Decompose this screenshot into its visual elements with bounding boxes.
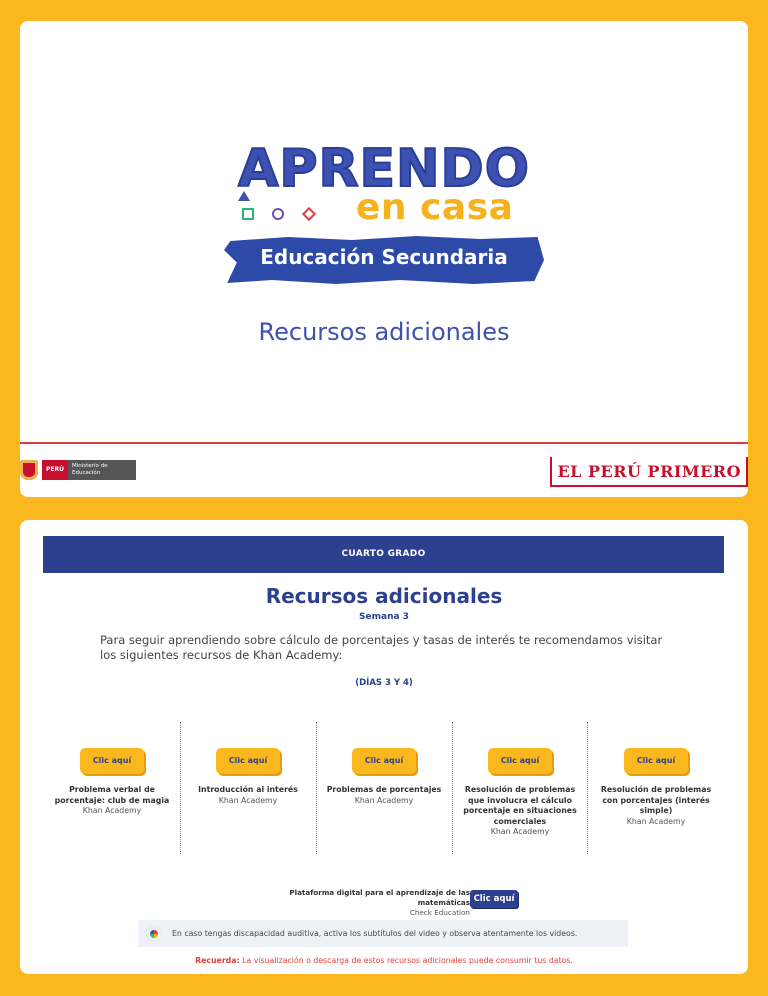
- divider: [20, 442, 748, 444]
- resource-title: Problemas de porcentajes: [326, 785, 442, 794]
- cover-subtitle: Recursos adicionales: [258, 318, 510, 346]
- remember-text: La visualización o descarga de estos recursos adicionales puede consumir tus datos.: [242, 956, 573, 965]
- remember-note: [20, 956, 748, 965]
- grade-banner: CUARTO GRADO: [43, 536, 724, 573]
- platform-link-button[interactable]: Clic aquí: [470, 890, 518, 908]
- resource-title: Resolución de problemas que involucra el cálculo porcentaje en situaciones comerciales: [463, 785, 577, 826]
- cover-card: [20, 21, 748, 497]
- resource-source: Khan Academy: [82, 806, 142, 815]
- slogan-logo: EL PERÚ PRIMERO: [550, 457, 748, 487]
- resource-title: Introducción al interés: [198, 785, 298, 794]
- circle-icon: [272, 208, 284, 220]
- resource-source: Khan Academy: [354, 795, 414, 805]
- resource-source: Khan Academy: [626, 816, 686, 826]
- column-separator: [452, 722, 453, 854]
- triangle-icon: [238, 191, 250, 201]
- column-separator: [587, 722, 588, 854]
- platform-source: Check Education: [409, 908, 470, 917]
- column-separator: [180, 722, 181, 854]
- logo-subtitle-row: [238, 187, 558, 231]
- intro-text: Para seguir aprendiendo sobre cálculo de porcentajes y tasas de interés te recomendamos visitar los siguientes recursos de Khan Academy:: [100, 633, 663, 662]
- resource-item: [185, 748, 311, 806]
- resource-link-button[interactable]: Clic aquí: [624, 748, 688, 774]
- platform-info: [250, 888, 470, 918]
- resource-item: [593, 748, 719, 827]
- days-label: (DÍAS 3 Y 4): [355, 678, 413, 688]
- logo-title: APRENDO: [238, 139, 530, 199]
- country-label: PERÚ: [42, 460, 68, 480]
- remember-label: Recuerda:: [195, 956, 240, 965]
- resource-source: Khan Academy: [490, 827, 550, 836]
- resource-item: [457, 748, 583, 838]
- accessibility-text: En caso tengas discapacidad auditiva, activa los subtítulos del video y observa atentamente los videos.: [172, 929, 578, 938]
- level-label: Educación Secundaria: [260, 245, 508, 269]
- resource-link-button[interactable]: Clic aquí: [488, 748, 552, 774]
- resource-link-button[interactable]: Clic aquí: [216, 748, 280, 774]
- column-separator: [316, 722, 317, 854]
- resource-item: [321, 748, 447, 806]
- resource-source: Khan Academy: [218, 795, 278, 805]
- coat-of-arms-icon: [20, 460, 38, 480]
- page-title: Recursos adicionales: [265, 584, 503, 608]
- week-label: Semana 3: [359, 612, 409, 622]
- ministry-logo: [20, 457, 136, 483]
- resource-item: [49, 748, 175, 817]
- resource-link-button[interactable]: Clic aquí: [352, 748, 416, 774]
- platform-title: Plataforma digital para el aprendizaje de las matemáticas: [289, 888, 470, 907]
- ministry-label: Ministerio de Educación: [68, 460, 136, 479]
- accessibility-note: [138, 920, 628, 947]
- resource-title: Resolución de problemas con porcentajes (interés simple): [600, 785, 712, 815]
- resources-card: [20, 520, 748, 974]
- accessibility-icon: [146, 926, 162, 942]
- logo-subtitle: en casa: [356, 187, 514, 228]
- square-icon: [242, 208, 254, 220]
- resource-link-button[interactable]: Clic aquí: [80, 748, 144, 774]
- diamond-icon: [302, 207, 316, 221]
- resource-title: Problema verbal de porcentaje: club de magia: [54, 785, 170, 805]
